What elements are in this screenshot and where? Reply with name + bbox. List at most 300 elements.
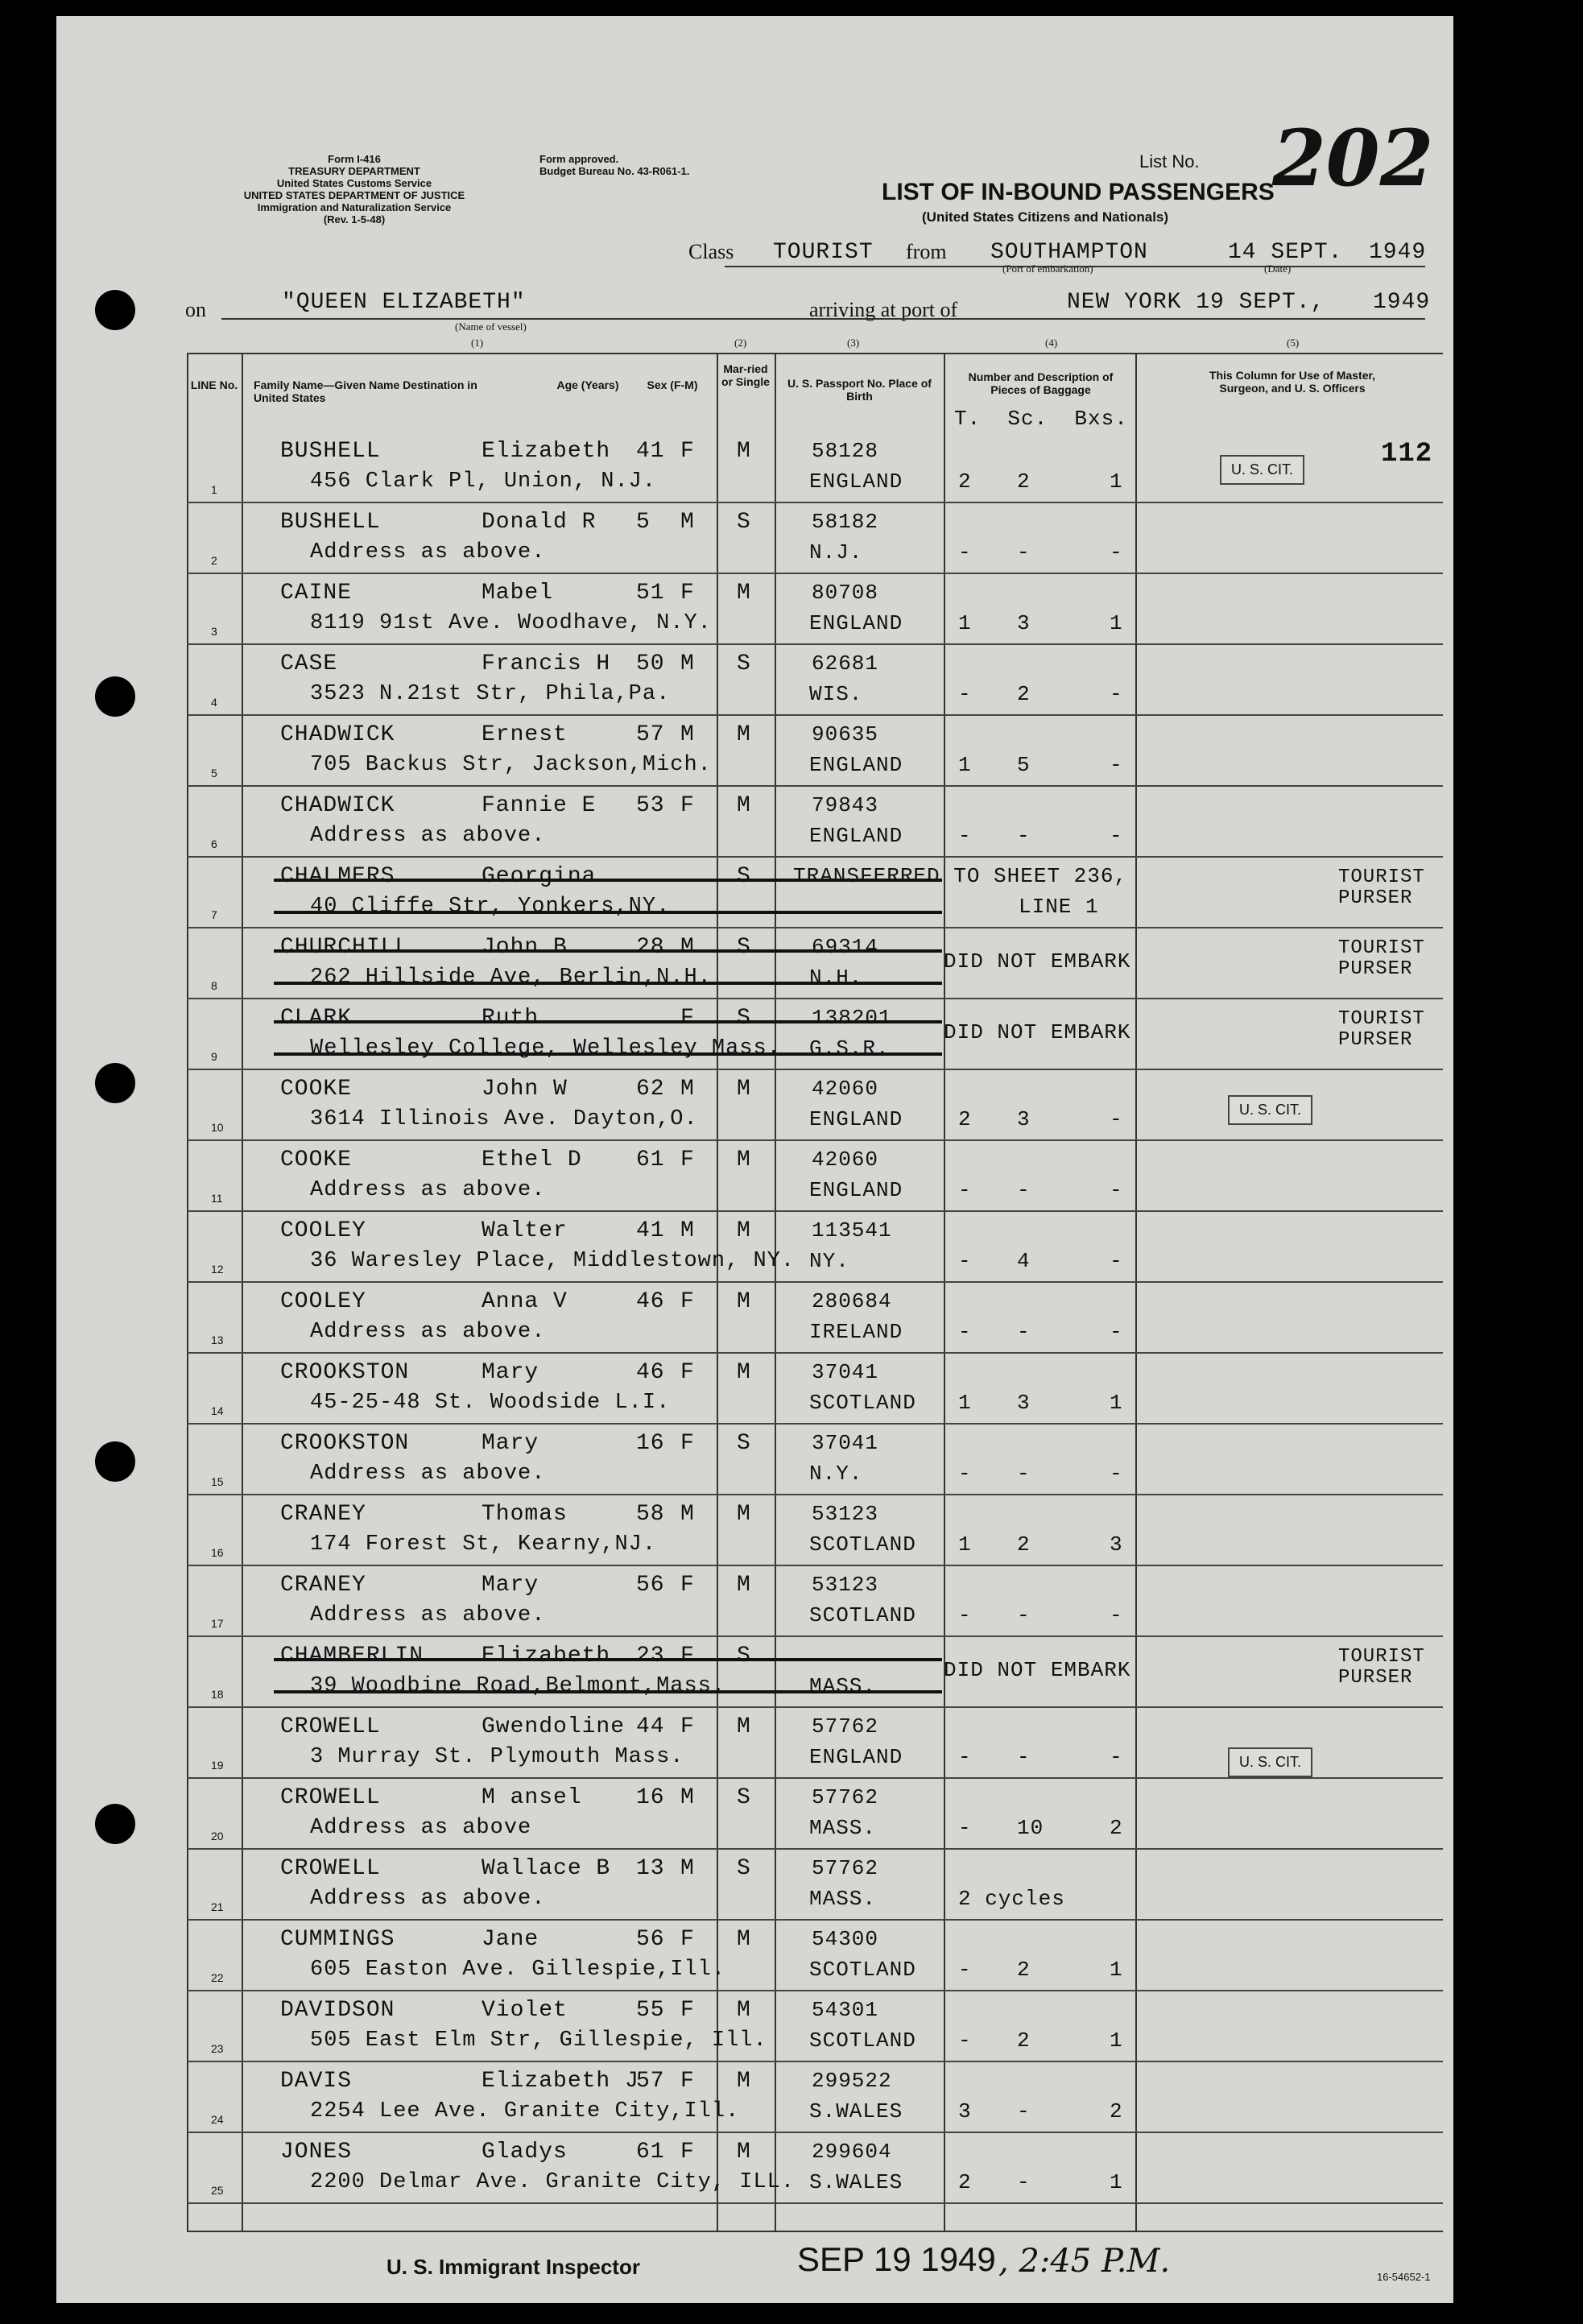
table-top-line [187,353,1443,354]
age: 13 [636,1856,665,1881]
line-number: 7 [211,908,217,921]
family-name: BUSHELL [280,439,381,464]
baggage-trunks: - [958,540,972,564]
address: 456 Clark Pl, Union, N.J. [310,469,657,494]
baggage-suitcases: - [1017,1320,1031,1344]
place-of-birth: ENGLAND [809,1178,903,1202]
place-of-birth: ENGLAND [809,1107,903,1131]
family-name: CUMMINGS [280,1927,395,1952]
column-rule [1135,354,1137,2231]
baggage-boxes: 1 [1110,1958,1123,1982]
sex: M [680,510,695,535]
baggage-trunks: - [958,1320,972,1344]
baggage-suitcases: - [1017,540,1031,564]
marital-status: M [737,793,751,818]
row-divider [187,1423,1443,1425]
marital-status: M [737,1360,751,1385]
passport-number: 57762 [812,1856,879,1880]
family-name: CROOKSTON [280,1360,410,1385]
passport-number: 299522 [812,2069,892,2093]
row-divider [187,502,1443,503]
place-of-birth: NY. [809,1249,849,1273]
address: Address as above. [310,540,546,564]
header-name: Family Name—Given Name Destination in United States [254,378,477,404]
passport-number: 138201 [812,1006,892,1030]
sex: F [680,1927,695,1952]
age: 23 [636,1644,665,1669]
passport-number: 54300 [812,1927,879,1951]
row-divider [187,785,1443,787]
address: 2200 Delmar Ave. Granite City, ILL. [310,2170,796,2194]
baggage-suitcases: 3 [1017,1391,1031,1415]
row-divider [187,1139,1443,1141]
col-num-3: (3) [847,337,860,349]
header-sex: Sex (F-M) [647,378,698,391]
passport-number: 42060 [812,1077,879,1101]
row-divider [187,1706,1443,1708]
age: 16 [636,1431,665,1456]
age: 56 [636,1927,665,1952]
family-name: CROOKSTON [280,1431,410,1456]
row-divider [187,1069,1443,1070]
passport-number: 58128 [812,439,879,463]
line-number: 15 [211,1475,224,1488]
right-count: 112 [1381,439,1433,469]
marital-status: M [737,581,751,606]
baggage-boxes: 2 [1110,1816,1123,1840]
place-of-birth: N.H. [809,966,863,990]
marital-status: M [737,1218,751,1243]
sex: M [680,1785,695,1810]
baggage-suitcases: 5 [1017,753,1031,777]
place-of-birth: WIS. [809,682,863,706]
place-of-birth: ENGLAND [809,1745,903,1769]
given-name: Elizabeth [482,439,611,464]
place-of-birth: MASS. [809,1816,877,1840]
place-of-birth: N.J. [809,540,863,564]
family-name: COOKE [280,1077,353,1102]
baggage-boxes: 3 [1110,1532,1123,1557]
given-name: Jane [482,1927,539,1952]
address: Address as above [310,1816,532,1840]
place-of-birth: ENGLAND [809,469,903,494]
family-name: COOLEY [280,1218,366,1243]
baggage-suitcases: - [1017,1745,1031,1769]
row-divider [187,1990,1443,1991]
row-divider [187,714,1443,716]
sex: F [680,1431,695,1456]
row-divider [187,1210,1443,1212]
baggage-trunks: 2 [958,2170,972,2194]
marital-status: M [737,1927,751,1952]
inspector-line: U. S. Immigrant Inspector [386,2255,640,2279]
sex: F [680,1714,695,1739]
address: Address as above. [310,1320,546,1344]
passport-number: 80708 [812,581,879,605]
col-num-4: (4) [1045,337,1058,349]
baggage-boxes: 1 [1110,469,1123,494]
sex: F [680,1006,695,1031]
date-stamp: SEP 19 1949 [797,2240,996,2278]
address: Address as above. [310,1887,546,1911]
line-number: 11 [211,1192,223,1205]
given-name: Francis H [482,651,611,676]
sex: F [680,2140,695,2165]
marital-status: S [737,864,751,889]
given-name: Elizabeth J [482,2069,639,2094]
given-name: Gladys [482,2140,568,2165]
family-name: DAVIS [280,2069,353,2094]
punch-hole [95,290,135,330]
marital-status: S [737,1644,751,1669]
line-number: 23 [211,2042,224,2055]
line-number: 6 [211,837,217,850]
sex: F [680,793,695,818]
given-name: Ethel D [482,1148,582,1172]
address: 705 Backus Str, Jackson,Mich. [310,753,712,777]
header-baggage-cols: T. Sc. Bxs. [954,407,1128,431]
baggage-boxes: - [1110,1603,1123,1627]
manifest-sheet [56,16,1453,2303]
marital-status: M [737,1148,751,1172]
place-of-birth: S.WALES [809,2170,903,2194]
col-num-1: (1) [471,337,484,349]
line-number: 12 [211,1263,224,1276]
age: 46 [636,1289,665,1314]
baggage-trunks: 1 [958,611,972,635]
baggage-boxes: 2 [1110,2099,1123,2123]
family-name: COOKE [280,1148,353,1172]
passport-number: 54301 [812,1998,879,2022]
line-number: 24 [211,2113,224,2126]
issuing-agencies: Form I-416 TREASURY DEPARTMENT United States Customs Service UNITED STATES DEPARTMENT OF JUSTICE Immigration and Naturalization Service (Rev. 1-5-48) [243,153,465,225]
place-of-birth: SCOTLAND [809,1391,916,1415]
given-name: Georgina [482,864,597,889]
place-of-birth: G.S.R. [809,1036,890,1061]
address: 3614 Illinois Ave. Dayton,O. [310,1107,698,1131]
row-divider [187,2132,1443,2133]
age: 61 [636,2140,665,2165]
purser-note: TOURIST PURSER [1338,1646,1425,1689]
embarkation-caption: (Port of embarkation) [1002,263,1093,275]
baggage-trunks: - [958,1745,972,1769]
did-not-embark: DID NOT EMBARK [944,1020,1131,1044]
header-passport: U. S. Passport No. Place of Birth [787,377,932,403]
marital-status: M [737,1573,751,1598]
did-not-embark: DID NOT EMBARK [944,1658,1131,1682]
passport-number: 42060 [812,1148,879,1172]
baggage-suitcases: 3 [1017,1107,1031,1131]
line-number: 21 [211,1900,224,1913]
baggage-boxes: - [1110,1178,1123,1202]
given-name: Ernest [482,722,568,747]
age: 50 [636,651,665,676]
row-divider [187,1777,1443,1779]
baggage-trunks: 1 [958,1391,972,1415]
marital-status: M [737,1289,751,1314]
baggage-boxes: - [1110,1320,1123,1344]
baggage-boxes: 1 [1110,1391,1123,1415]
arriving-label: arriving at port of [809,298,958,321]
us-citizen-stamp: U. S. CIT. [1220,455,1304,485]
given-name: M ansel [482,1785,582,1810]
baggage-suitcases: - [1017,2170,1031,2194]
arrival-year: 1949 [1373,290,1431,315]
punch-hole [95,676,135,717]
place-of-birth: MASS. [809,1674,877,1698]
baggage-suitcases: - [1017,1462,1031,1486]
departure-year: 1949 [1369,240,1427,265]
sex: M [680,935,695,960]
baggage-boxes: - [1110,824,1123,848]
age: 51 [636,581,665,606]
baggage-trunks: 1 [958,753,972,777]
passport-number: 37041 [812,1360,879,1384]
line-number: 10 [211,1121,224,1134]
class-label: Class [688,240,734,263]
sex: M [680,1856,695,1881]
given-name: Mary [482,1573,539,1598]
line-number: 4 [211,696,217,709]
family-name: CHADWICK [280,793,395,818]
column-rule [775,354,776,2231]
row-divider [187,1352,1443,1354]
place-of-birth: SCOTLAND [809,1958,916,1982]
punch-hole [95,1804,135,1844]
age: 55 [636,1998,665,2023]
row-divider [187,998,1443,999]
page-title: LIST OF IN-BOUND PASSENGERS [882,179,1275,205]
purser-note: TOURIST PURSER [1338,937,1425,980]
place-of-birth: IRELAND [809,1320,903,1344]
line-number: 2 [211,554,217,567]
given-name: Mary [482,1360,539,1385]
address: 45-25-48 St. Woodside L.I. [310,1391,671,1415]
age: 44 [636,1714,665,1739]
place-of-birth: S.WALES [809,2099,903,2123]
strike-through-line [274,1052,942,1056]
baggage-suitcases: 2 [1017,1532,1031,1557]
family-name: CHALMERS [280,864,395,889]
strike-through-line [274,879,942,882]
column-rule [187,354,188,2231]
line-number: 14 [211,1404,224,1417]
baggage-boxes: - [1110,1462,1123,1486]
sex: F [680,1148,695,1172]
line-number: 13 [211,1334,224,1346]
marital-status: S [737,510,751,535]
list-no-label: List No. [1139,151,1200,172]
punch-hole [95,1441,135,1482]
row-divider [187,1848,1443,1850]
marital-status: M [737,1714,751,1739]
given-name: Wallace B [482,1856,611,1881]
line-number: 20 [211,1830,224,1842]
col-num-5: (5) [1287,337,1300,349]
on-label: on [185,298,206,321]
sex: F [680,1573,695,1598]
address: Address as above. [310,1462,546,1486]
sex: F [680,1289,695,1314]
departure-date: 14 SEPT. [1228,240,1343,265]
baggage-suitcases: - [1017,2099,1031,2123]
marital-status: S [737,1785,751,1810]
baggage-trunks: - [958,1462,972,1486]
baggage-suitcases: 10 [1017,1816,1044,1840]
baggage-boxes: 1 [1110,2170,1123,2194]
age: 61 [636,1148,665,1172]
marital-status: M [737,2069,751,2094]
family-name: DAVIDSON [280,1998,395,2023]
class-line [725,266,1425,267]
age: 41 [636,1218,665,1243]
table-bottom-line [187,2231,1443,2232]
us-citizen-stamp: U. S. CIT. [1228,1095,1312,1125]
marital-status: S [737,935,751,960]
row-divider [187,1635,1443,1637]
baggage-boxes: - [1110,1107,1123,1131]
marital-status: M [737,1502,751,1527]
age: 53 [636,793,665,818]
line-number: 5 [211,767,217,779]
col-num-2: (2) [734,337,747,349]
given-name: Mary [482,1431,539,1456]
line-number: 9 [211,1050,217,1063]
us-citizen-stamp: U. S. CIT. [1228,1747,1312,1777]
marital-status: M [737,722,751,747]
passport-number: 57762 [812,1785,879,1809]
list-number: 202 [1272,113,1434,204]
sex: M [680,1077,695,1102]
strike-through-line [274,982,942,985]
row-divider [187,1281,1443,1283]
address: Wellesley College, Wellesley Mass. [310,1036,781,1061]
age: 58 [636,1502,665,1527]
date-caption: (Date) [1264,263,1292,275]
approval-note: Form approved. Budget Bureau No. 43-R061-1. [539,153,690,177]
place-of-birth: SCOTLAND [809,1603,916,1627]
port-of-embarkation: SOUTHAMPTON [990,240,1148,265]
age: 41 [636,439,665,464]
address: 2254 Lee Ave. Granite City,Ill. [310,2099,740,2123]
sex: F [680,1360,695,1385]
punch-hole [95,1063,135,1103]
age: 5 [636,510,651,535]
given-name: John B [482,935,568,960]
sex: M [680,1502,695,1527]
strike-through-line [274,1020,942,1023]
marital-status: S [737,1431,751,1456]
sex: F [680,439,695,464]
age: 46 [636,1360,665,1385]
baggage-trunks: - [958,1178,972,1202]
line-number: 25 [211,2184,224,2197]
baggage-suitcases: 2 [1017,1958,1031,1982]
baggage-trunks: - [958,824,972,848]
sex: F [680,2069,695,2094]
passport-number: 299604 [812,2140,892,2164]
header-baggage: Number and Description of Pieces of Baggage [968,370,1114,396]
line-number: 16 [211,1546,224,1559]
header-line-no: LINE No. [190,378,238,391]
row-divider [187,927,1443,928]
passport-number: 113541 [812,1218,892,1243]
sex: F [680,581,695,606]
row-divider [187,856,1443,858]
marital-status: M [737,1077,751,1102]
baggage-trunks: - [958,682,972,706]
marital-status: S [737,651,751,676]
column-rule [944,354,945,2231]
family-name: CHAMBERLIN [280,1644,424,1669]
sex: M [680,651,695,676]
baggage-boxes: - [1110,1745,1123,1769]
baggage-trunks: 3 [958,2099,972,2123]
line-number: 1 [211,483,217,496]
header-married: Mar-ried or Single [721,362,770,388]
family-name: CHADWICK [280,722,395,747]
baggage-suitcases: 2 [1017,2028,1031,2053]
baggage-suitcases: 4 [1017,1249,1031,1273]
family-name: JONES [280,2140,353,2165]
place-of-birth: ENGLAND [809,753,903,777]
family-name: BUSHELL [280,510,381,535]
baggage-suitcases: 3 [1017,611,1031,635]
baggage-trunks: - [958,1603,972,1627]
line-number: 22 [211,1971,224,1984]
family-name: CASE [280,651,338,676]
marital-status: M [737,1998,751,2023]
given-name: Gwendoline [482,1714,626,1739]
place-of-birth: N.Y. [809,1462,863,1486]
age: 56 [636,1573,665,1598]
form-code: 16-54652-1 [1377,2271,1431,2283]
line-number: 19 [211,1759,224,1772]
baggage-boxes: - [1110,682,1123,706]
given-name: Donald R [482,510,597,535]
given-name: Walter [482,1218,568,1243]
address: 36 Waresley Place, Middlestown, NY. [310,1249,796,1273]
column-rule [717,354,718,2231]
marital-status: S [737,1856,751,1881]
passport-number: 90635 [812,722,879,746]
address: 40 Cliffe Str, Yonkers,NY. [310,895,671,919]
vessel-name: "QUEEN ELIZABETH" [282,290,526,315]
passport-number: 57762 [812,1714,879,1739]
place-of-birth: LINE 1 [1019,895,1099,919]
baggage-suitcases: - [1017,824,1031,848]
baggage-trunks: - [958,1816,972,1840]
place-of-birth: ENGLAND [809,611,903,635]
arrival-port-date: NEW YORK 19 SEPT., [1067,290,1325,315]
address: 3 Murray St. Plymouth Mass. [310,1745,684,1769]
baggage-boxes: - [1110,753,1123,777]
baggage-trunks: 1 [958,1532,972,1557]
marital-status: M [737,2140,751,2165]
header-officers: This Column for Use of Master, Surgeon, and U. S. Officers [1209,369,1376,395]
header-age: Age (Years) [556,378,619,391]
address: Address as above. [310,1178,546,1202]
marital-status: M [737,439,751,464]
baggage-suitcases: 2 [1017,469,1031,494]
age: 16 [636,1785,665,1810]
family-name: CROWELL [280,1714,381,1739]
passport-number: 280684 [812,1289,892,1313]
from-label: from [906,240,947,263]
given-name: Anna V [482,1289,568,1314]
vessel-caption: (Name of vessel) [455,320,527,333]
baggage-boxes: 1 [1110,2028,1123,2053]
